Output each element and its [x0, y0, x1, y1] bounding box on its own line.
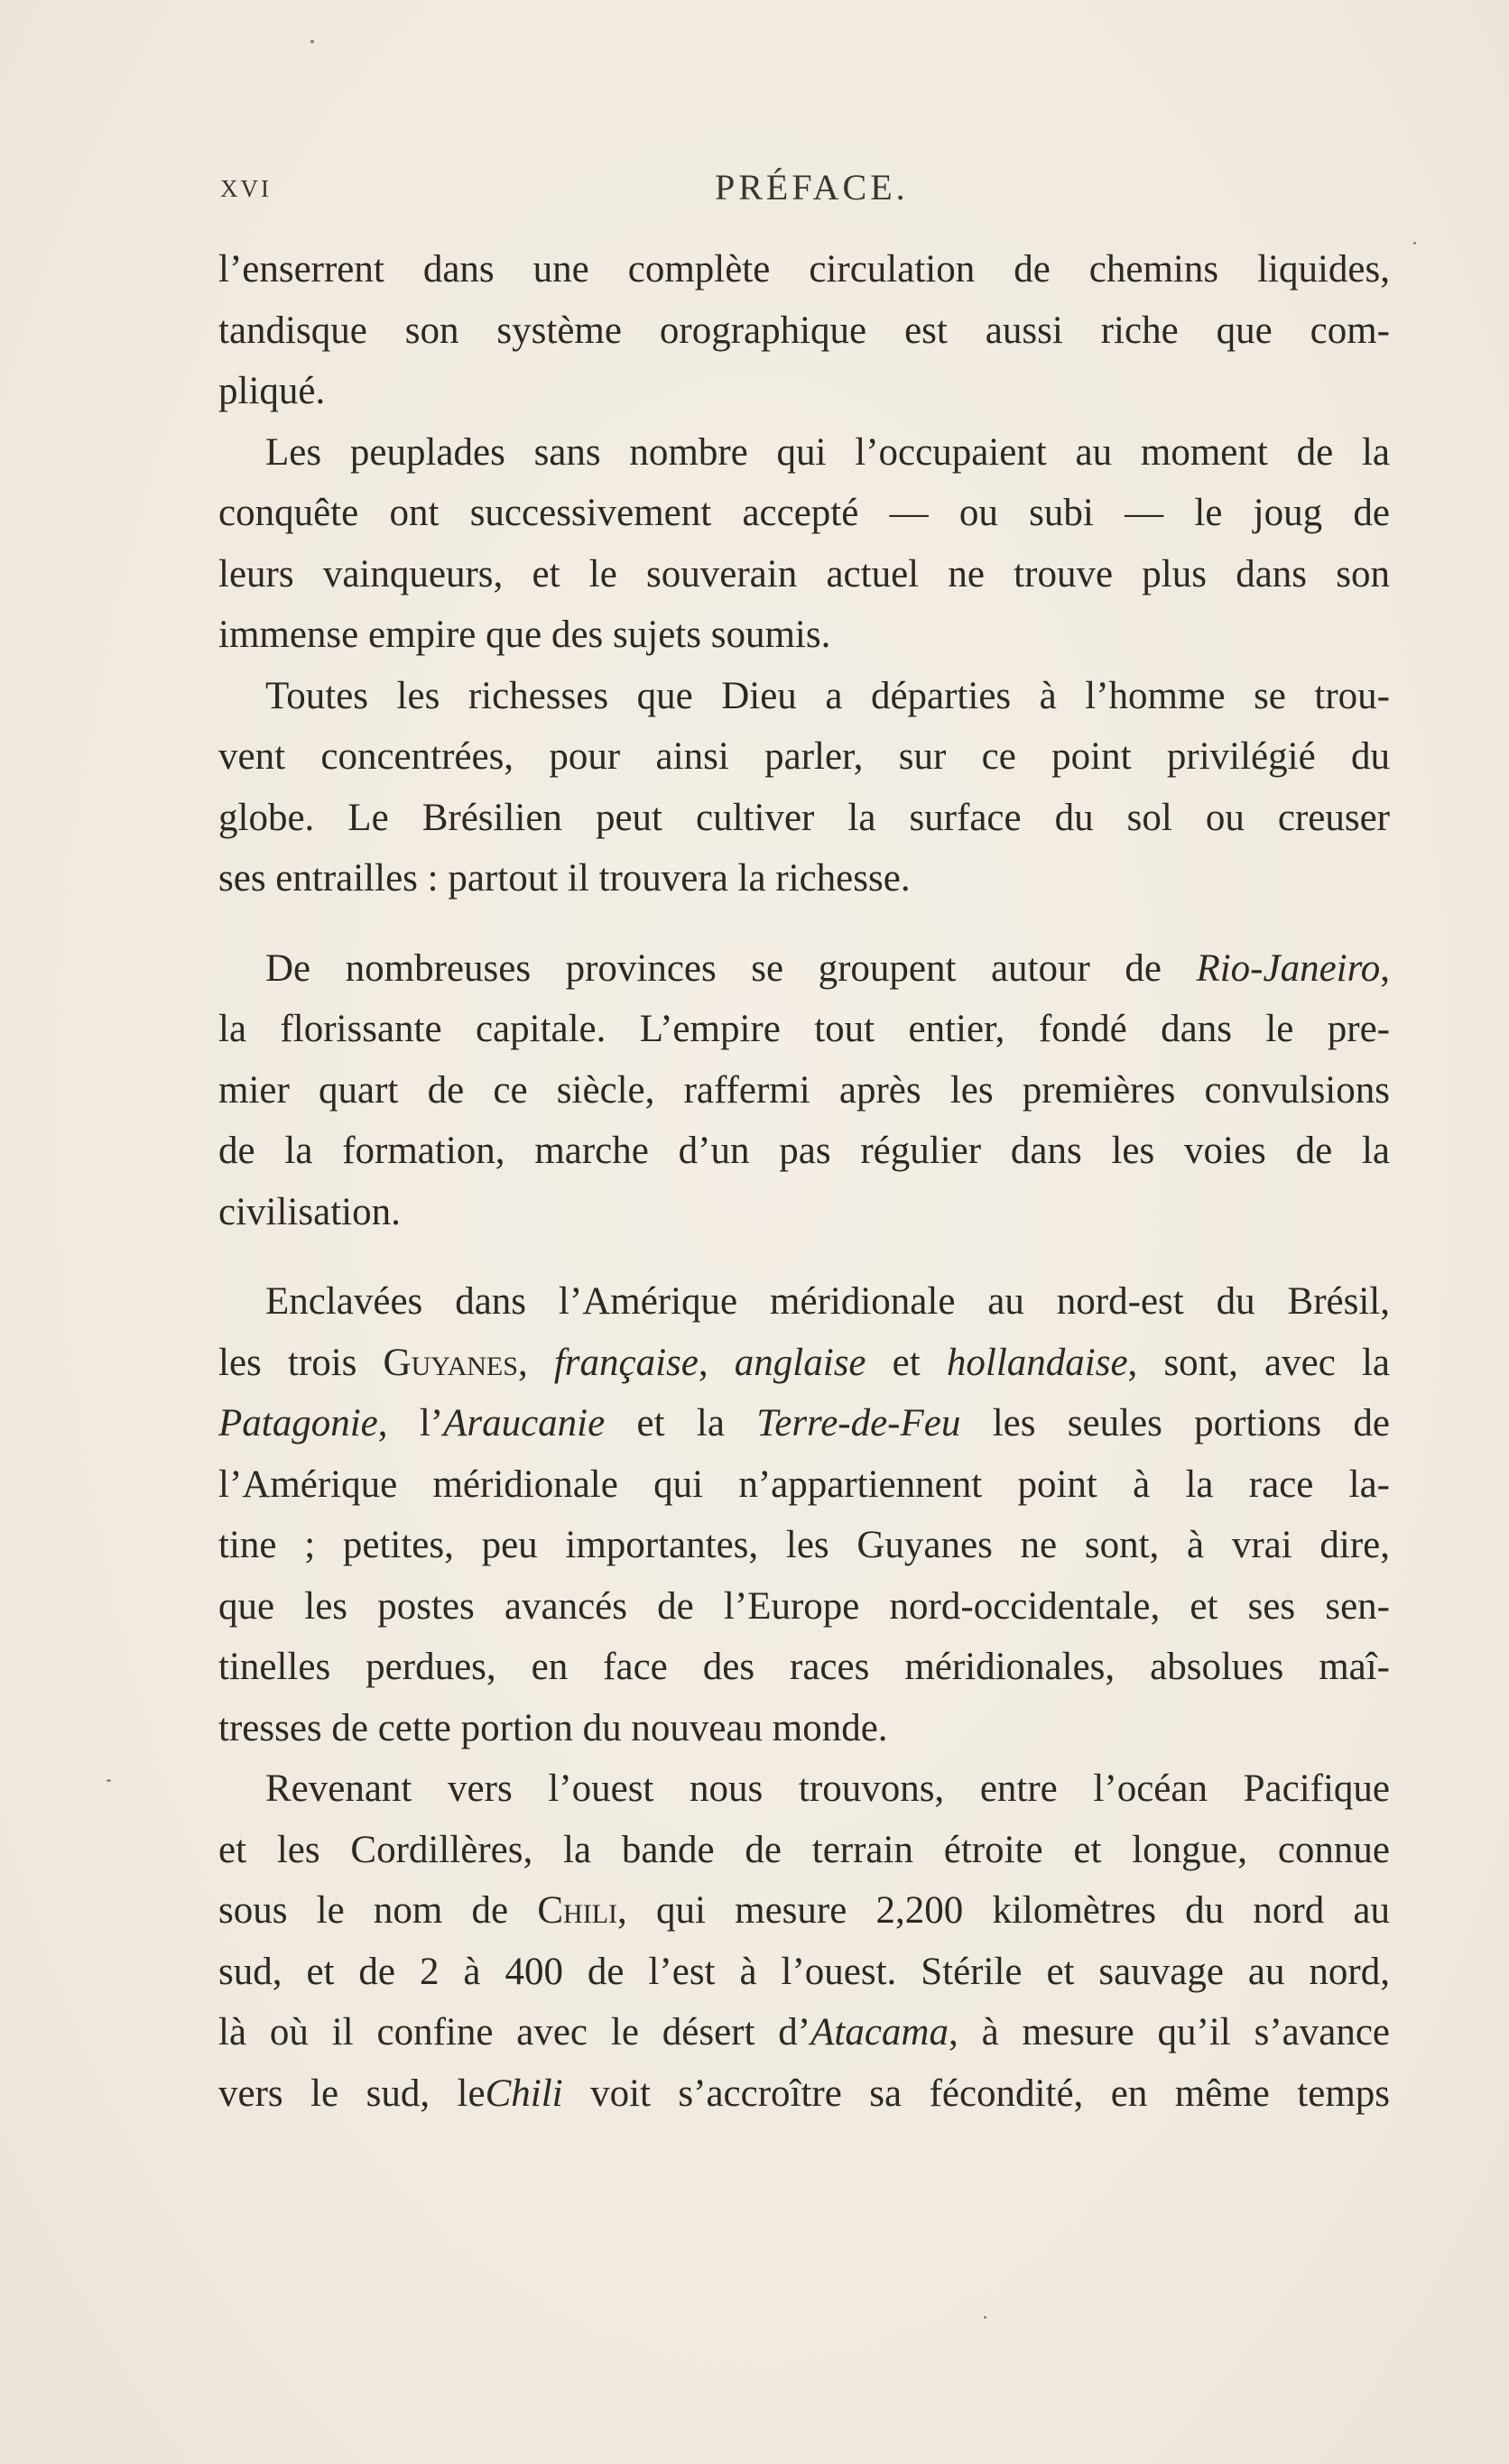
text-run: vers le sud, le [218, 2072, 486, 2115]
text-line: de la formation, marche d’un pas régulier dans les voies de la [218, 1130, 1390, 1172]
text-line: Toutes les richesses que Dieu a départies à l’homme se trou- [265, 674, 1390, 717]
text-line [218, 1393, 1390, 1454]
text-run: , [1380, 946, 1390, 990]
paper-speck [106, 1779, 111, 1782]
text-run: , [698, 1341, 708, 1384]
text-line: que les postes avancés de l’Europe nord-occidentale, et ses sen- [218, 1584, 1390, 1628]
text-line: et les Cordillères, la bande de terrain étroite et longue, connue [218, 1828, 1390, 1871]
text-run: De nombreuses provinces se groupent autour de [265, 946, 1162, 990]
text-run: , qui mesure 2,200 kilomètres du nord au [617, 1889, 1390, 1932]
text-run: là où il confine avec le désert d’ [218, 2011, 811, 2053]
text-line [218, 2002, 1390, 2063]
place-name-atacama: Atacama [810, 2011, 949, 2053]
text-run: les trois [218, 1341, 357, 1384]
text-line: tine ; petites, peu importantes, les Guyanes ne sont, à vrai dire, [218, 1524, 1390, 1566]
text-line [218, 2063, 1390, 2125]
place-name-chili: Chili [537, 1889, 618, 1932]
text-line: vent concentrées, pour ainsi parler, sur ce point privilégié du [218, 735, 1390, 778]
text-line: leurs vainqueurs, et le souverain actuel ne trouve plus dans son [218, 552, 1390, 595]
place-name-chili-italic: Chili [485, 2072, 563, 2115]
text-line: tandisque son système orographique est aussi riche que com- [218, 309, 1390, 352]
place-name-patagonie: Patagonie [218, 1402, 378, 1444]
text-line: la florissante capitale. L’empire tout entier, fondé dans le pre- [218, 1008, 1390, 1050]
text-line [218, 1880, 1390, 1942]
text-run: , à mesure qu’il s’avance [948, 2011, 1390, 2053]
place-name-araucanie: Araucanie [443, 1402, 606, 1444]
paper-speck [310, 40, 314, 43]
text-line: mier quart de ce siècle, raffermi après les premières convulsions [218, 1068, 1390, 1112]
paper-speck [984, 2316, 986, 2319]
text-line [218, 938, 1390, 1000]
text-run: , l’ [377, 1402, 444, 1444]
text-run: , sont, avec la [1127, 1341, 1390, 1384]
text-line: l’enserrent dans une complète circulation de chemins liquides, [218, 248, 1390, 291]
text-line: Enclavées dans l’Amérique méridionale au nord-est du Brésil, [265, 1280, 1390, 1323]
paper-speck [1413, 242, 1416, 245]
text-run: , [517, 1341, 528, 1384]
text-line: immense empire que des sujets soumis. [218, 614, 831, 656]
place-name-hollandaise: hollandaise [946, 1341, 1128, 1384]
text-line: globe. Le Brésilien peut cultiver la surface du sol ou creuser [218, 796, 1390, 839]
page-header [220, 166, 1393, 211]
text-run: et [892, 1341, 921, 1384]
place-name-francaise: française [553, 1341, 699, 1384]
place-name-rio-janeiro: Rio-Janeiro [1196, 946, 1381, 990]
text-run: voit s’accroître sa fécondité, en même temps [590, 2072, 1390, 2115]
text-line: civilisation. [218, 1190, 401, 1233]
text-line: sud, et de 2 à 400 de l’est à l’ouest. Stérile et sauvage au nord, [218, 1950, 1390, 1993]
paragraph-gap [218, 909, 1390, 938]
text-line: l’Amérique méridionale qui n’appartiennent point à la race la- [218, 1463, 1390, 1506]
text-line: pliqué. [218, 370, 326, 412]
text-run: et la [636, 1402, 725, 1444]
place-name-anglaise: anglaise [734, 1341, 866, 1384]
text-line: Les peuplades sans nombre qui l’occupaient au moment de la [265, 430, 1390, 474]
running-title: PRÉFACE. [715, 167, 909, 208]
text-line: ses entrailles : partout il trouvera la richesse. [218, 857, 911, 900]
place-name-guyanes: Guyanes [383, 1341, 518, 1384]
text-run: les seules portions de [992, 1402, 1390, 1444]
text-line: tresses de cette portion du nouveau monde. [218, 1706, 888, 1749]
body-text [218, 239, 1390, 2124]
text-line: conquête ont successivement accepté — ou subi — le joug de [218, 492, 1390, 534]
page-number: XVI [220, 175, 272, 202]
place-name-terre-de-feu: Terre-de-Feu [756, 1402, 961, 1444]
paragraph-gap [218, 1242, 1390, 1271]
text-line: Revenant vers l’ouest nous trouvons, entre l’océan Pacifique [265, 1767, 1390, 1810]
text-run: sous le nom de [218, 1889, 509, 1932]
text-line [218, 1333, 1390, 1394]
text-line: tinelles perdues, en face des races méridionales, absolues maî- [218, 1646, 1390, 1688]
